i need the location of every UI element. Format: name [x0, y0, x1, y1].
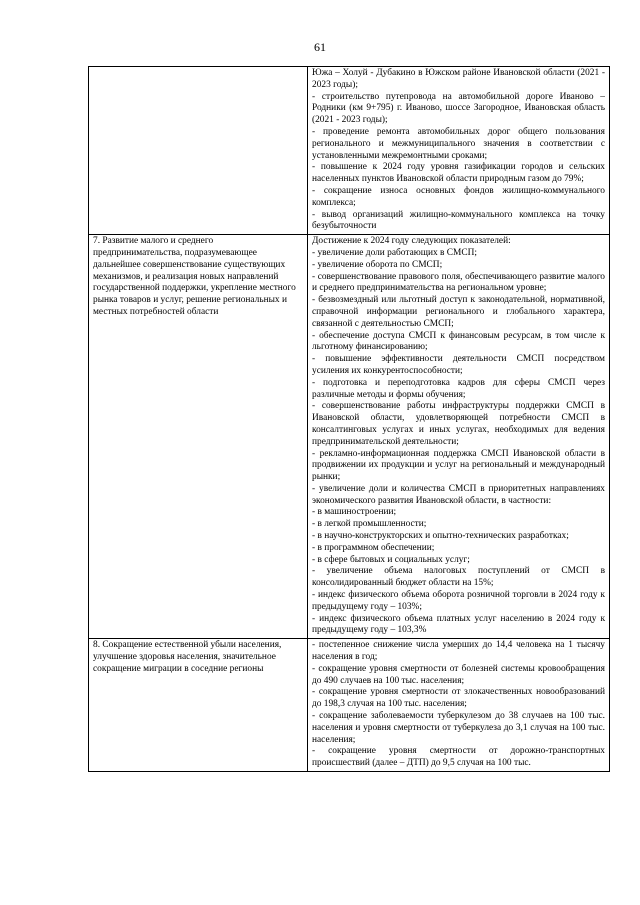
goal-cell — [89, 235, 308, 639]
list-item: - сокращение уровня смертности от болезней системы кровообращения до 490 случаев на 100 тыс. населения; — [312, 663, 605, 686]
list-item: - сокращение уровня смертности от злокачественных новообразований до 198,3 случая на 100 тыс. населения; — [312, 687, 605, 710]
list-item: - в легкой промышленности; — [312, 519, 427, 530]
list-item: - рекламно-информационная поддержка СМСП Ивановской области в продвижении их продукции и услуг на региональный и международный рынки; — [312, 448, 605, 483]
list-item: - повышение к 2024 году уровня газификации городов и сельских населенных пунктов Ивановской области природным газом до 79%; — [312, 162, 605, 185]
list-item: - сокращение заболеваемости туберкулезом до 38 случаев на 100 тыс. населения и уровня смертности от туберкулеза до 3,1 случая на 100 тыс. населения; — [312, 711, 605, 745]
goal-cell — [89, 67, 308, 235]
list-item: - в научно-конструкторских и опытно-технических разработках; — [312, 531, 569, 542]
list-item: - безвозмездный или льготный доступ к законодательной, нормативной, справочной информации регионального и глобального характера, связанной с деятельностью СМСП; — [312, 295, 605, 329]
list-item: - индекс физического объема оборота розничной торговли в 2024 году к предыдущему году – 103%; — [312, 590, 605, 612]
list-item: Южа – Холуй - Дубакино в Южском районе Ивановской области (2021 - 2023 годы); — [312, 68, 605, 90]
list-item: - постепенное снижение числа умерших до 14,4 человека на 1 тысячу населения в год; — [312, 640, 605, 663]
table-row — [89, 235, 610, 639]
measures-cell — [308, 67, 610, 235]
list-item: - индекс физического объема платных услуг населению в 2024 году к предыдущему году – 103,3% — [312, 613, 605, 636]
list-item: - вывод организаций жилищно-коммунального комплекса на точку безубыточности — [312, 209, 605, 232]
list-item: - строительство путепровода на автомобильной дороге Иваново – Родники (км 9+795) г. Иваново, шоссе Загородное, Ивановская область (2021 - 2023 годы); — [312, 91, 605, 126]
list-item: - сокращение уровня смертности от дорожно-транспортных происшествий (далее – ДТП) до 9,5 случая на 100 тыс. — [312, 746, 605, 769]
list-item: Достижение к 2024 году следующих показателей: — [312, 236, 511, 247]
list-item: - сокращение износа основных фондов жилищно-коммунального комплекса; — [312, 185, 605, 208]
goal-text: 8. Сокращение естественной убыли населения, улучшение здоровья населения, значительное сокращение миграции в соседние регионы — [93, 640, 282, 674]
list-item: - увеличение доли работающих в СМСП; — [312, 247, 477, 258]
goal-text: 7. Развитие малого и среднего предпринимательства, подразумевающее дальнейшее совершенствование существующих механизмов, и реализация новых направлений государственной поддержки, укрепление местного рынка товаров и услуг, решение региональных и местных потребностей области — [93, 236, 296, 317]
measures-cell — [308, 639, 610, 772]
table-row — [89, 67, 610, 235]
list-item: - подготовка и переподготовка кадров для сферы СМСП через различные методы и формы обучения; — [312, 377, 605, 400]
list-item: - увеличение объема налоговых поступлений от СМСП в консолидированный бюджет области на 15%; — [312, 566, 605, 589]
list-item: - совершенствование работы инфраструктуры поддержки СМСП в Ивановской области, удовлетворяющей потребности СМСП в консалтинговых услугах и иных услугах, необходимых для ведения предпринимательской деятельности; — [312, 401, 605, 447]
page-number: 61 — [314, 40, 326, 54]
list-item: - в машиностроении; — [312, 507, 397, 518]
list-item: - совершенствование правового поля, обеспечивающего развитие малого и среднего предпринимательства на региональном уровне; — [312, 271, 605, 294]
list-item: - в программном обеспечении; — [312, 542, 435, 553]
list-item: - проведение ремонта автомобильных дорог общего пользования регионального и межмуниципального значения в соответствии с установленными межремонтными сроками; — [312, 126, 605, 161]
table-row — [89, 639, 610, 772]
list-item: - увеличение доли и количества СМСП в приоритетных направлениях экономического развития Ивановской области, в частности: — [312, 483, 605, 506]
list-item: - повышение эффективности деятельности СМСП посредством усиления их конкурентоспособности; — [312, 354, 605, 376]
goals-table — [88, 66, 610, 772]
list-item: - увеличение оборота по СМСП; — [312, 259, 443, 270]
list-item: - обеспечение доступа СМСП к финансовым ресурсам, в том числе к льготному финансированию; — [312, 330, 605, 353]
list-item: - в сфере бытовых и социальных услуг; — [312, 554, 470, 565]
measures-cell — [308, 235, 610, 639]
goal-cell — [89, 639, 308, 772]
